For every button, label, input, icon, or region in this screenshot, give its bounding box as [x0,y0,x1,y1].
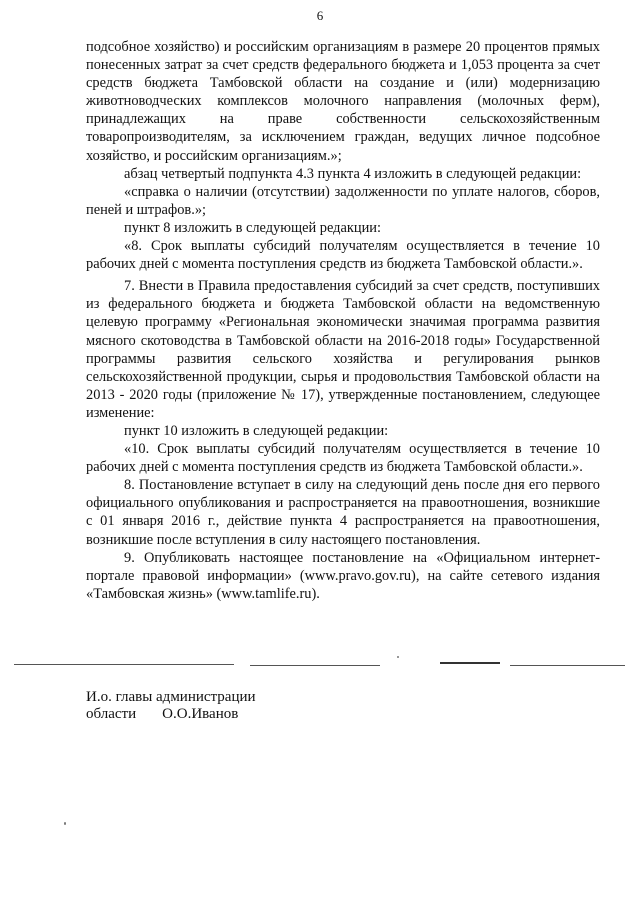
page-number: 6 [316,8,324,23]
signatory-name: О.О.Иванов [162,706,239,722]
scan-artifact-line [440,662,500,664]
signatory-title-region: области [86,706,137,722]
paragraph-quote-spravka: «справка о наличии (отсутствии) задолженности по уплате налогов, сборов, пеней и штрафов.»; [86,183,600,218]
scan-speck [64,822,66,825]
scan-artifact-line [510,665,625,666]
paragraph-continuation: подсобное хозяйство) и российским организациям в размере 20 процентов прямых понесенных затрат за счет средств федерального бюджета и 1,053 процента за счет средств бюджета Тамбовской области на создание и (или) модернизацию животноводческих комплексов молочного направления (молочных ферм), принадлежащих на праве собственности сельскохозяйственным товаропроизводителям, за исключением граждан, ведущих личное подсобное хозяйство, и российским организациям.»; [86,39,600,164]
paragraph-punkt-10-intro: пункт 10 изложить в следующей редакции: [124,422,389,439]
paragraph-section-7: 7. Внести в Правила предоставления субсидий за счет средств, поступивших из федерального бюджета и бюджета Тамбовской области на ведомственную целевую программу «Региональная экономически значимая программа развития мясного скотоводства в Тамбовской области на 2016-2018 годы» Государственной программы развития сельского хозяйства и регулирования рынков сельскохозяйственной продукции, сырья и продовольствия Тамбовской области на 2013 - 2020 годы (приложение № 17), утвержденные постановлением, следующее изменение: [86,278,600,421]
signature-block [86,689,256,723]
paragraph-section-8: 8. Постановление вступает в силу на следующий день после дня его первого официального опубликования и распространяется на правоотношения, возникшие с 01 января 2016 г., действие пункта 4 распространяется на правоотношения, возникшие после вступления в силу настоящего постановления. [86,477,600,548]
paragraph-section-9: 9. Опубликовать настоящее постановление на «Официальном интернет-портале правовой информации» (www.pravo.gov.ru), на сайте сетевого издания «Тамбовская жизнь» (www.tamlife.ru). [86,549,600,602]
scan-speck [397,656,399,658]
paragraph-punkt-8-intro: пункт 8 изложить в следующей редакции: [124,219,381,236]
paragraph-abzac-amendment: абзац четвертый подпункта 4.3 пункта 4 изложить в следующей редакции: [124,165,582,182]
signatory-title: И.о. главы администрации [86,689,256,705]
document-body [86,38,600,603]
paragraph-punkt-10-text: «10. Срок выплаты субсидий получателям осуществляется в течение 10 рабочих дней с момента поступления средств из бюджета Тамбовской области.». [86,441,600,476]
scan-artifact-line [14,664,234,665]
paragraph-punkt-8-text: «8. Срок выплаты субсидий получателям осуществляется в течение 10 рабочих дней с момента поступления средств из бюджета Тамбовской области.». [86,238,600,273]
scan-artifact-line [250,665,380,666]
